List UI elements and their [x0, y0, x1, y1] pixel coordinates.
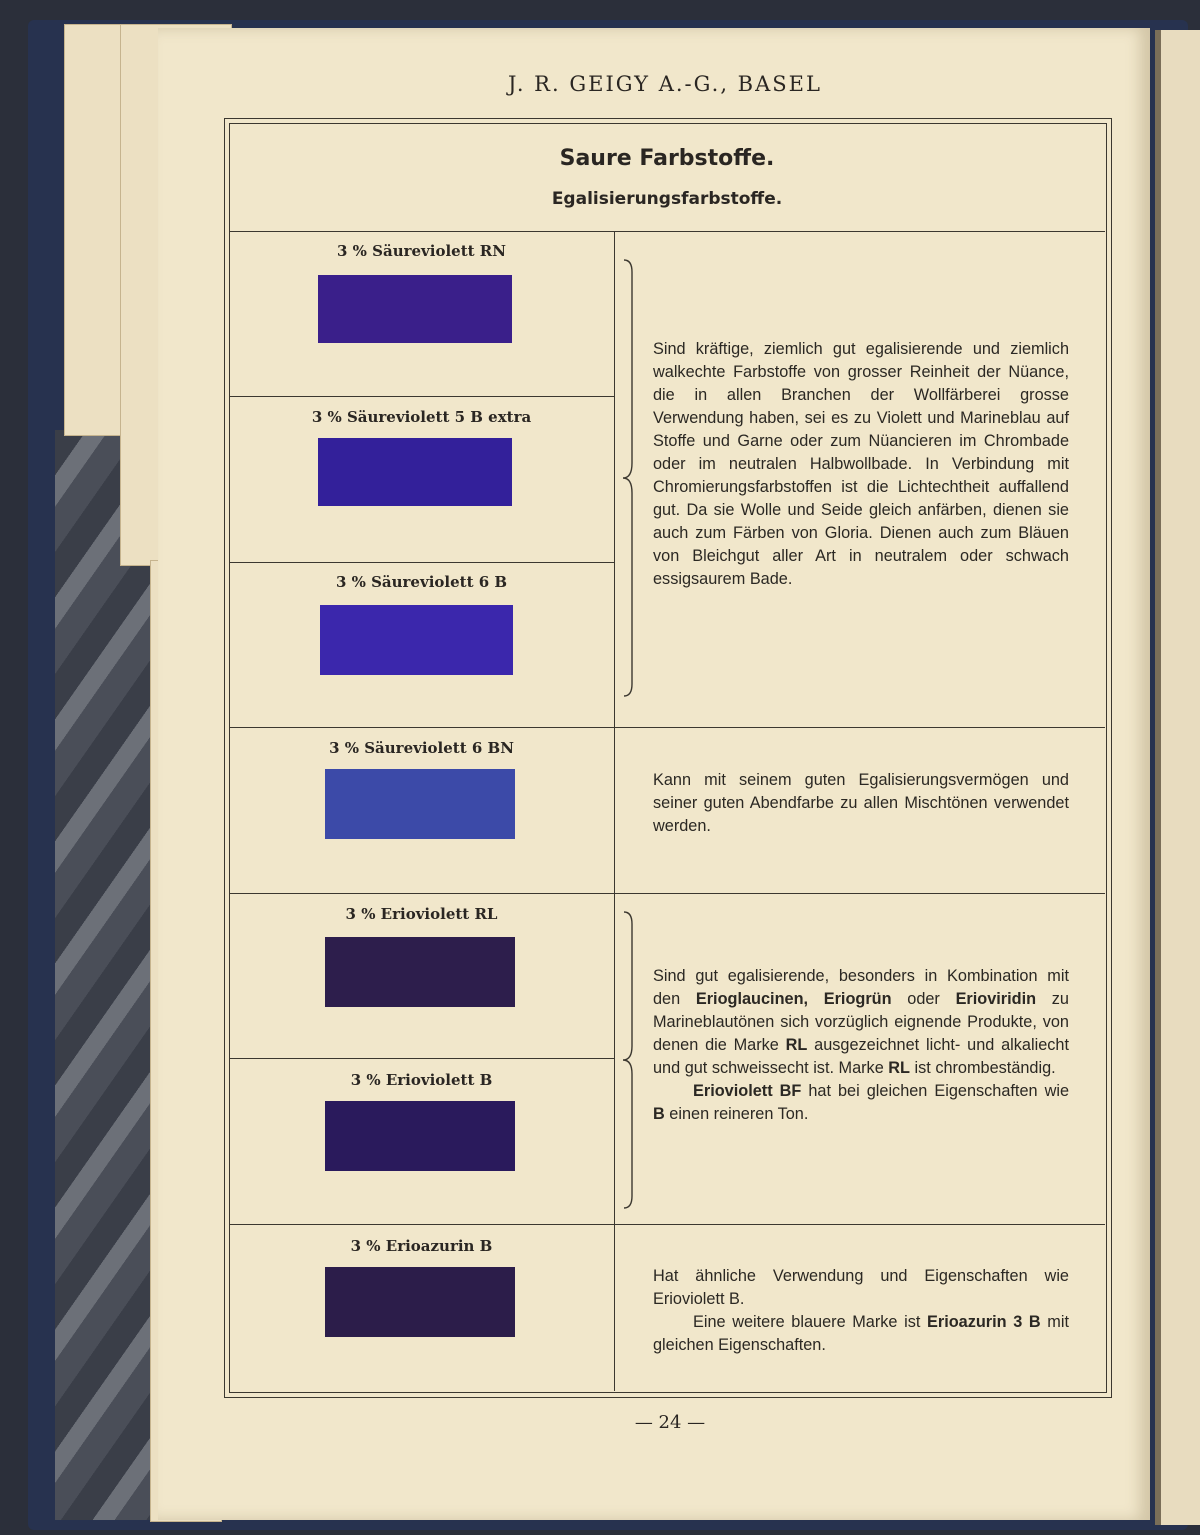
dye-swatch [325, 1267, 515, 1337]
description-text: Sind kräftige, ziemlich gut egalisierende und ziemlich walkechte Farbstoffe von grosser Reinheit der Nüance, die in allen Branchen der Wollfärberei grosse Verwendung haben, sei es zu Violett und Marineblau auf Stoffe und Garne oder zum Nüancieren im Chrombade oder im neutralen Halbwollbade. In Verbindung mit Chromierungsfarbstoffen ist die Lichtechtheit auffallend gut. Da sie Wolle und Seide gleich anfärben, dienen sie auch zum Färben von Gloria. Dienen auch zum Bläuen von Bleichgut aller Art in neutralem oder schwach essigsaurem Bade. [653, 340, 1069, 588]
table-rule [229, 893, 1105, 894]
sample-label: 3 % Erioazurin B [350, 1237, 493, 1255]
dye-swatch [318, 275, 512, 343]
description-paragraph: Erioviolett BF hat bei gleichen Eigenschaften wie B einen reineren Ton. [653, 1082, 1069, 1123]
description-group-2 [653, 769, 1069, 838]
description-paragraph: Sind gut egalisierende, besonders in Kombination mit den Erioglaucinen, Eriogrün oder Erioviridin zu Marineblautönen sich vorzüglich eignende Produkte, von denen die Marke RL ausgezeichnet licht- und alkaliecht und gut schweissecht ist. Marke RL ist chrombeständig. [653, 967, 1069, 1077]
description-group-1 [653, 338, 1069, 591]
description-group-3 [653, 965, 1069, 1126]
description-paragraph: Eine weitere blauere Marke ist Erioazurin 3 B mit gleichen Eigenschaften. [653, 1313, 1069, 1354]
description-group-4 [653, 1265, 1069, 1357]
page-number: — 24 — [634, 1412, 706, 1433]
column-divider [614, 231, 615, 1391]
sample-label: 3 % Säureviolett 6 B [335, 573, 508, 591]
page-title: Saure Farbstoffe. [559, 146, 775, 171]
marbled-endpaper [55, 430, 160, 1520]
dye-swatch [325, 1101, 515, 1171]
sample-label: 3 % Erioviolett B [350, 1071, 493, 1089]
dye-swatch [325, 769, 515, 839]
table-rule [229, 562, 614, 563]
table-rule [229, 727, 1105, 728]
table-rule [229, 231, 1105, 232]
table-rule [229, 1058, 614, 1059]
sample-label: 3 % Säureviolett 6 BN [329, 739, 514, 757]
facing-page [1155, 30, 1200, 1525]
page-header: J. R. GEIGY A.-G., BASEL [508, 72, 822, 96]
dye-swatch [318, 438, 512, 506]
dye-swatch [325, 937, 515, 1007]
grouping-brace [620, 910, 636, 1210]
page-subtitle: Egalisierungsfarbstoffe. [551, 189, 783, 209]
table-rule [229, 1224, 1105, 1225]
table-rule [229, 396, 614, 397]
dye-swatch [320, 605, 513, 675]
description-paragraph: Hat ähnliche Verwendung und Eigenschaften wie Erioviolett B. [653, 1267, 1069, 1308]
sample-label: 3 % Erioviolett RL [345, 905, 498, 923]
grouping-brace [620, 258, 636, 698]
sample-label: 3 % Säureviolett RN [337, 242, 506, 260]
description-text: Kann mit seinem guten Egalisierungsvermögen und seiner guten Abendfarbe zu allen Mischtönen verwendet werden. [653, 771, 1069, 835]
sample-label: 3 % Säureviolett 5 B extra [311, 408, 532, 426]
